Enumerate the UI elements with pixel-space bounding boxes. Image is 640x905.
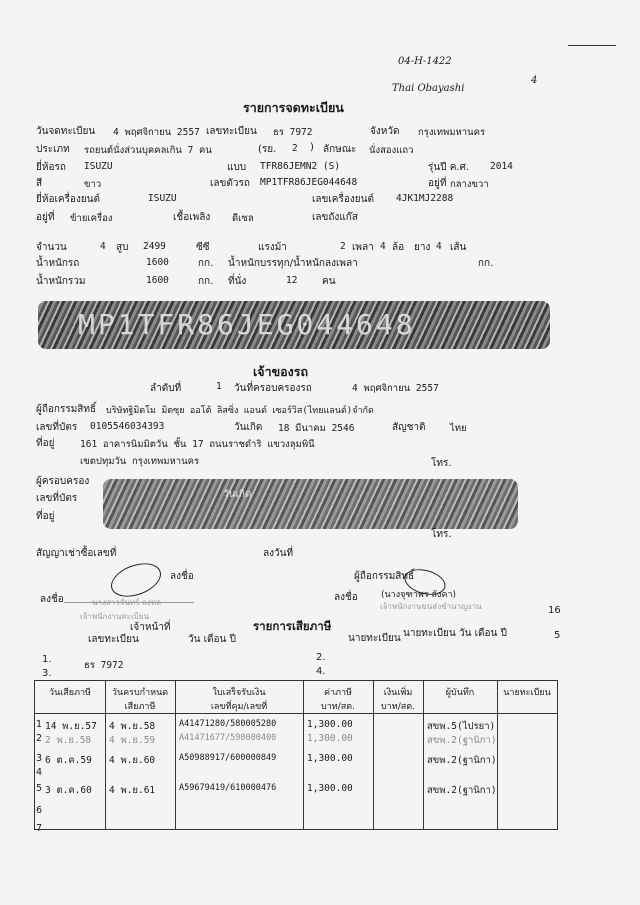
table-header-cell: นายทะเบียน: [503, 688, 551, 698]
table-cell-tax: 1,300.00: [307, 783, 353, 794]
table-col-divider: [175, 681, 176, 829]
hp-label: แรงม้า: [258, 242, 287, 253]
corner-code: 04-H-1422: [398, 56, 452, 67]
possessor-label: ผู้ครอบครอง: [36, 476, 90, 487]
table-header-cell: ใบเสร็จรับเงิน เลขที่คุม/เลขที่: [210, 688, 268, 712]
color-label: สี: [36, 178, 43, 189]
gross-label: น้ำหนักรวม: [36, 276, 86, 287]
holder-value: บริษัทฐิมิตโม มิตซุย ออโต้ ลิสซิ่ง แอนด์ เซอร์วิส(ไทยแลนด์)จำกัด: [106, 406, 374, 416]
table-row-number: 4: [36, 767, 43, 778]
loc-value: กลางขวา: [450, 179, 489, 190]
possessor-addr-label: ที่อยู่: [36, 511, 55, 522]
owner-order-label: ลำดับที่: [150, 383, 182, 394]
table-cell-tax: 1,300.00: [307, 719, 353, 730]
wheel-value: 4: [380, 241, 386, 252]
rs-value: 2: [292, 143, 298, 154]
tax-left-reg-label: เลขทะเบียน: [88, 634, 139, 645]
holder-label: ผู้ถือกรรมสิทธิ์: [36, 404, 97, 415]
tax-heading: รายการเสียภาษี: [253, 619, 332, 633]
engine-brand-label: ยี่ห้อเครื่องยนต์: [36, 194, 101, 205]
addr-label: ที่อยู่: [36, 438, 55, 449]
table-cell-by: สขพ.2(ฐานิกา): [427, 755, 497, 766]
brand-label: ยี่ห้อรถ: [36, 162, 66, 173]
table-col-divider: [373, 681, 374, 829]
corner-page: 4: [531, 75, 538, 86]
page-no: 16: [548, 605, 561, 616]
table-col-divider: [303, 681, 304, 829]
rs-close: ): [310, 142, 314, 153]
tax-right-date-label: วัน เดือน ปี: [459, 628, 507, 639]
owner-heading: เจ้าของรถ: [253, 364, 309, 379]
table-header-divider: [35, 713, 557, 714]
table-cell-by: สขพ.5(ไปรยา): [427, 721, 496, 732]
table-row-number: 3: [36, 753, 43, 764]
engine-brand-value: ISUZU: [148, 193, 177, 204]
fuel-value: ดีเซล: [232, 213, 254, 224]
table-cell-due: 4 พ.ย.61: [109, 785, 156, 796]
table-row-number: 6: [36, 805, 43, 816]
nat-value: ไทย: [450, 423, 467, 434]
right-sig-role: เจ้าพนักงานขนส่งชำนาญงาน: [380, 602, 482, 611]
table-col-divider: [105, 681, 106, 829]
engine-no-label: เลขเครื่องยนต์: [312, 194, 374, 205]
cc-label: ซีซี: [196, 242, 210, 253]
table-cell-receipt: A41471280/580005280: [179, 719, 277, 729]
qty-value: 4: [100, 241, 106, 252]
tax-right-no: 5: [554, 630, 561, 641]
table-header-cell: วันเสียภาษี: [49, 688, 91, 698]
year-value: 2014: [490, 161, 513, 172]
table-header-cell: ค่าภาษี บาท/สต.: [321, 688, 355, 712]
id-label: เลขที่บัตร: [36, 422, 78, 433]
wheel-label: ล้อ: [392, 242, 405, 253]
table-header-cell: เงินเพิ่ม บาท/สต.: [381, 688, 415, 712]
owner-order-value: 1: [216, 381, 222, 392]
engine-no-value: 4JK1MJ2288: [396, 193, 454, 204]
year-label: รุ่นปี ค.ศ.: [428, 162, 470, 173]
tax-right-reg-label: นายทะเบียน: [348, 633, 401, 644]
possessor-id-label: เลขที่บัตร: [36, 493, 78, 504]
table-header-cell: ผู้บันทึก: [445, 688, 475, 698]
reg-no-value: ธร 7972: [273, 127, 313, 138]
tax-item4: 4.: [316, 666, 326, 677]
table-col-divider: [497, 681, 498, 829]
cyl-label: สูบ: [116, 242, 129, 253]
table-cell-receipt: A41471677/590000400: [179, 733, 277, 743]
tax-item3: 3.: [42, 668, 52, 679]
sign-label: ลงชื่อ: [170, 571, 194, 582]
left-sig-label: ลงชื่อ: [40, 594, 64, 605]
brand-value: ISUZU: [84, 161, 113, 172]
left-sig-name: นางสาวจันทร์ ลงหล: [92, 598, 161, 607]
table-cell-due: 4 พ.ย.59: [109, 735, 156, 746]
loc-label: อยู่ที่: [428, 178, 447, 189]
province-label: จังหวัด: [370, 126, 400, 137]
seat-value: 12: [286, 275, 298, 286]
table-row-number: 5: [36, 783, 43, 794]
table-cell-by: สขพ.2(ฐานิกา): [427, 735, 497, 746]
possessor-birth-label: วันเกิด: [223, 489, 252, 500]
gross-value: 1600: [146, 275, 169, 286]
owner-tel-label: โทร.: [431, 458, 452, 469]
addr-value: 161 อาคารนิมมิตวัน ชั้น 17 ถนนราชดำริ แขวงลุมพินี: [80, 439, 315, 450]
tax-item1: 1.: [42, 654, 52, 665]
body-label: เลขตัวรถ: [210, 178, 250, 189]
kg3: กก.: [198, 276, 214, 287]
right-sig-name: (นางจุฑาพร ลังคา): [381, 590, 457, 600]
reg-date-value: 4 พฤศจิกายน 2557: [113, 127, 200, 138]
table-row-number: 1: [36, 719, 43, 730]
table-header-cell: วันครบกำหนด เสียภาษี: [111, 688, 169, 712]
table-cell-paid: 6 ต.ค.59: [45, 755, 92, 766]
kg1: กก.: [198, 258, 214, 269]
contract-date-label: ลงวันที่: [263, 548, 294, 559]
birth-value: 18 มีนาคม 2546: [278, 423, 355, 434]
at-value: ข้ายเครื่อง: [70, 213, 113, 224]
table-row-number: 2: [36, 733, 43, 744]
axle-value: 2: [340, 241, 346, 252]
table-cell-tax: 1,300.00: [307, 753, 353, 764]
model-label: แบบ: [227, 162, 247, 173]
right-sig-label: ลงชื่อ: [334, 592, 358, 603]
contract-no-label: สัญญาเช่าซื้อเลขที่: [36, 548, 117, 559]
table-cell-due: 4 พ.ย.60: [109, 755, 156, 766]
model-value: TFR86JEMN2 (S): [260, 161, 341, 172]
table-cell-due: 4 พ.ย.58: [109, 721, 156, 732]
officer-label: เจ้าหน้าที่: [130, 622, 171, 633]
reg-date-label: วันจดทะเบียน: [36, 126, 96, 137]
cc-value: 2499: [143, 241, 166, 252]
possessor-rubbing: [103, 479, 518, 529]
seat-label: ที่นั่ง: [228, 276, 247, 287]
style-label: ลักษณะ: [323, 144, 357, 155]
table-cell-tax: 1,300.00: [307, 733, 353, 744]
tire-value: 4: [436, 241, 442, 252]
at-label: อยู่ที่: [36, 212, 55, 223]
load-label: น้ำหนักบรรทุก/น้ำหนักลงเพลา: [228, 258, 358, 269]
chassis-rubbing: [38, 301, 550, 349]
tire-label: ยาง: [414, 242, 431, 253]
rs-label: (รย.: [258, 144, 277, 155]
weight-value: 1600: [146, 257, 169, 268]
tax-right-officer: นายทะเบียน: [403, 628, 456, 639]
corner-company: Thai Obayashi: [392, 83, 465, 94]
owner-date-label: วันที่ครอบครองรถ: [234, 383, 312, 394]
reg-no-label: เลขทะเบียน: [206, 126, 257, 137]
fuel-label: เชื้อเพลิง: [173, 212, 211, 223]
chassis-rubbing-text: MP1TFR86JEG044648: [78, 308, 416, 341]
tax-table: [34, 680, 558, 834]
tax-left-date-label: วัน เดือน ปี: [188, 634, 236, 645]
nat-label: สัญชาติ: [392, 422, 426, 433]
type-label: ประเภท: [36, 144, 70, 155]
tire-unit: เส้น: [450, 242, 467, 253]
table-cell-paid: 2 พ.ย.58: [45, 735, 92, 746]
weight-label: น้ำหนักรถ: [36, 258, 80, 269]
qty-label: จำนวน: [36, 242, 67, 253]
table-cell-by: สขพ.2(ฐานิกา): [427, 785, 497, 796]
owner-sig-label: ผู้ถือกรรมสิทธิ์: [354, 571, 415, 582]
style-value: นั่งสองแถว: [369, 145, 414, 156]
color-value: ขาว: [84, 179, 102, 190]
province-value: กรุงเทพมหานคร: [418, 127, 486, 138]
tank-label: เลขถังแก๊ส: [312, 212, 358, 223]
seat-unit: คน: [322, 276, 336, 287]
axle-label: เพลา: [352, 242, 374, 253]
possessor-tel-label: โทร.: [431, 529, 452, 540]
owner-date-value: 4 พฤศจิกายน 2557: [352, 383, 439, 394]
table-row-number: 7: [36, 823, 43, 834]
table-cell-paid: 14 พ.ย.57: [45, 721, 97, 732]
body-value: MP1TFR86JEG044648: [260, 177, 358, 188]
id-value: 0105546034393: [90, 421, 165, 432]
left-sig-role: เจ้าพนักงานทะเบียน: [80, 612, 149, 621]
kg2: กก.: [478, 258, 494, 269]
table-col-divider: [423, 681, 424, 829]
type-value: รถยนต์นั่งส่วนบุคคลเกิน 7 คน: [84, 145, 212, 156]
birth-label: วันเกิด: [234, 422, 263, 433]
tax-item1-value: ธร 7972: [84, 660, 124, 671]
tax-item2: 2.: [316, 652, 326, 663]
top-rule: [568, 45, 616, 46]
table-cell-paid: 3 ต.ค.60: [45, 785, 92, 796]
table-cell-receipt: A50988917/600000849: [179, 753, 277, 763]
table-cell-receipt: A59679419/610000476: [179, 783, 277, 793]
addr-value2: เขตปทุมวัน กรุงเทพมหานคร: [80, 456, 200, 467]
page-title: รายการจดทะเบียน: [243, 100, 344, 115]
